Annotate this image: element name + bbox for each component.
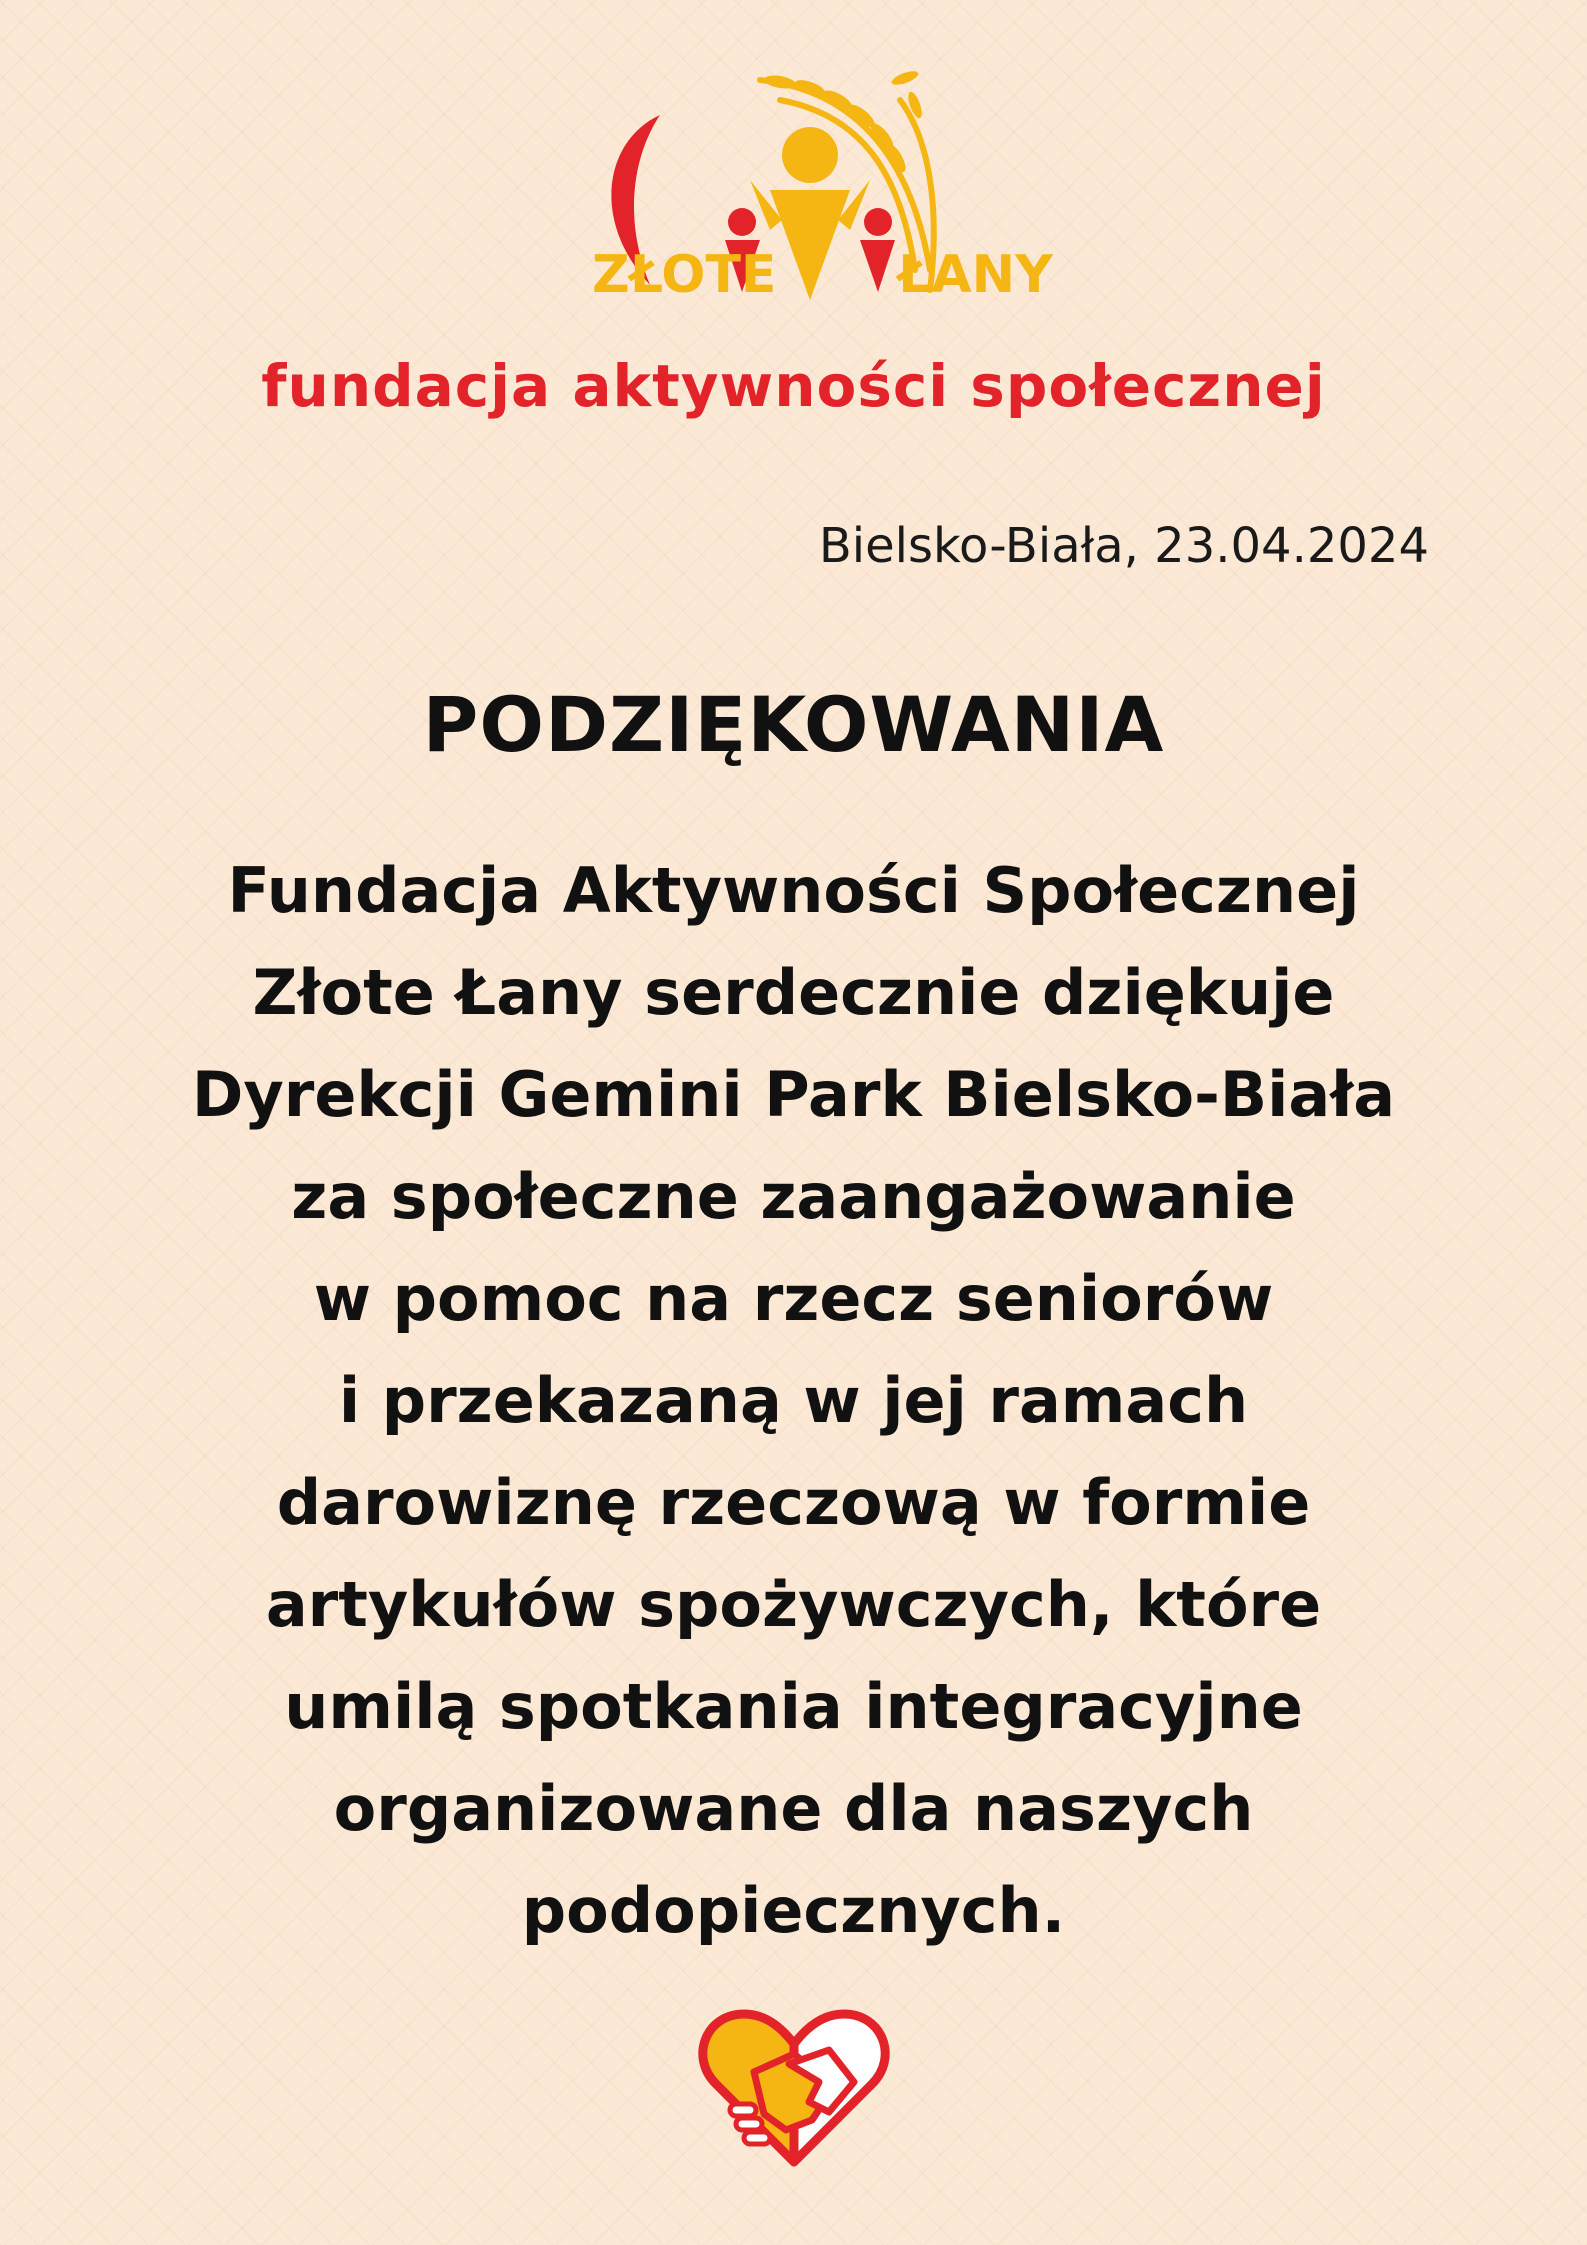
logo-figure-head-right [864, 208, 892, 236]
body-line: Fundacja Aktywności Społecznej [227, 854, 1360, 927]
logo-figure-head-center [782, 127, 838, 183]
logo-text-left: ZŁOTE [592, 245, 777, 305]
body-line: w pomoc na rzecz seniorów [313, 1262, 1274, 1335]
logo-text-right: ŁANY [898, 245, 1053, 305]
logo-figure-head-left [728, 208, 756, 236]
foundation-tagline: fundacja aktywności społecznej [261, 352, 1326, 420]
zlote-lany-logo [520, 60, 1060, 340]
body-line: Dyrekcji Gemini Park Bielsko-Biała [191, 1058, 1396, 1131]
place-and-date: Bielsko-Biała, 23.04.2024 [818, 518, 1429, 574]
letter-body [80, 840, 1507, 1962]
body-line: za społeczne zaangażowanie [291, 1160, 1296, 1233]
body-line: i przekazaną w jej ramach [338, 1364, 1249, 1437]
body-line: organizowane dla naszych [333, 1772, 1254, 1845]
body-line: artykułów spożywczych, które [265, 1568, 1322, 1641]
page-title: PODZIĘKOWANIA [422, 680, 1165, 769]
body-line: Złote Łany serdecznie dziękuje [252, 956, 1335, 1029]
logo-figure-body-center [770, 190, 850, 300]
heart-handshake-icon [694, 2002, 894, 2172]
body-line: podopiecznych. [521, 1874, 1066, 1947]
body-line: darowiznę rzeczową w formie [276, 1466, 1311, 1539]
body-line: umilą spotkania integracyjne [284, 1670, 1303, 1743]
